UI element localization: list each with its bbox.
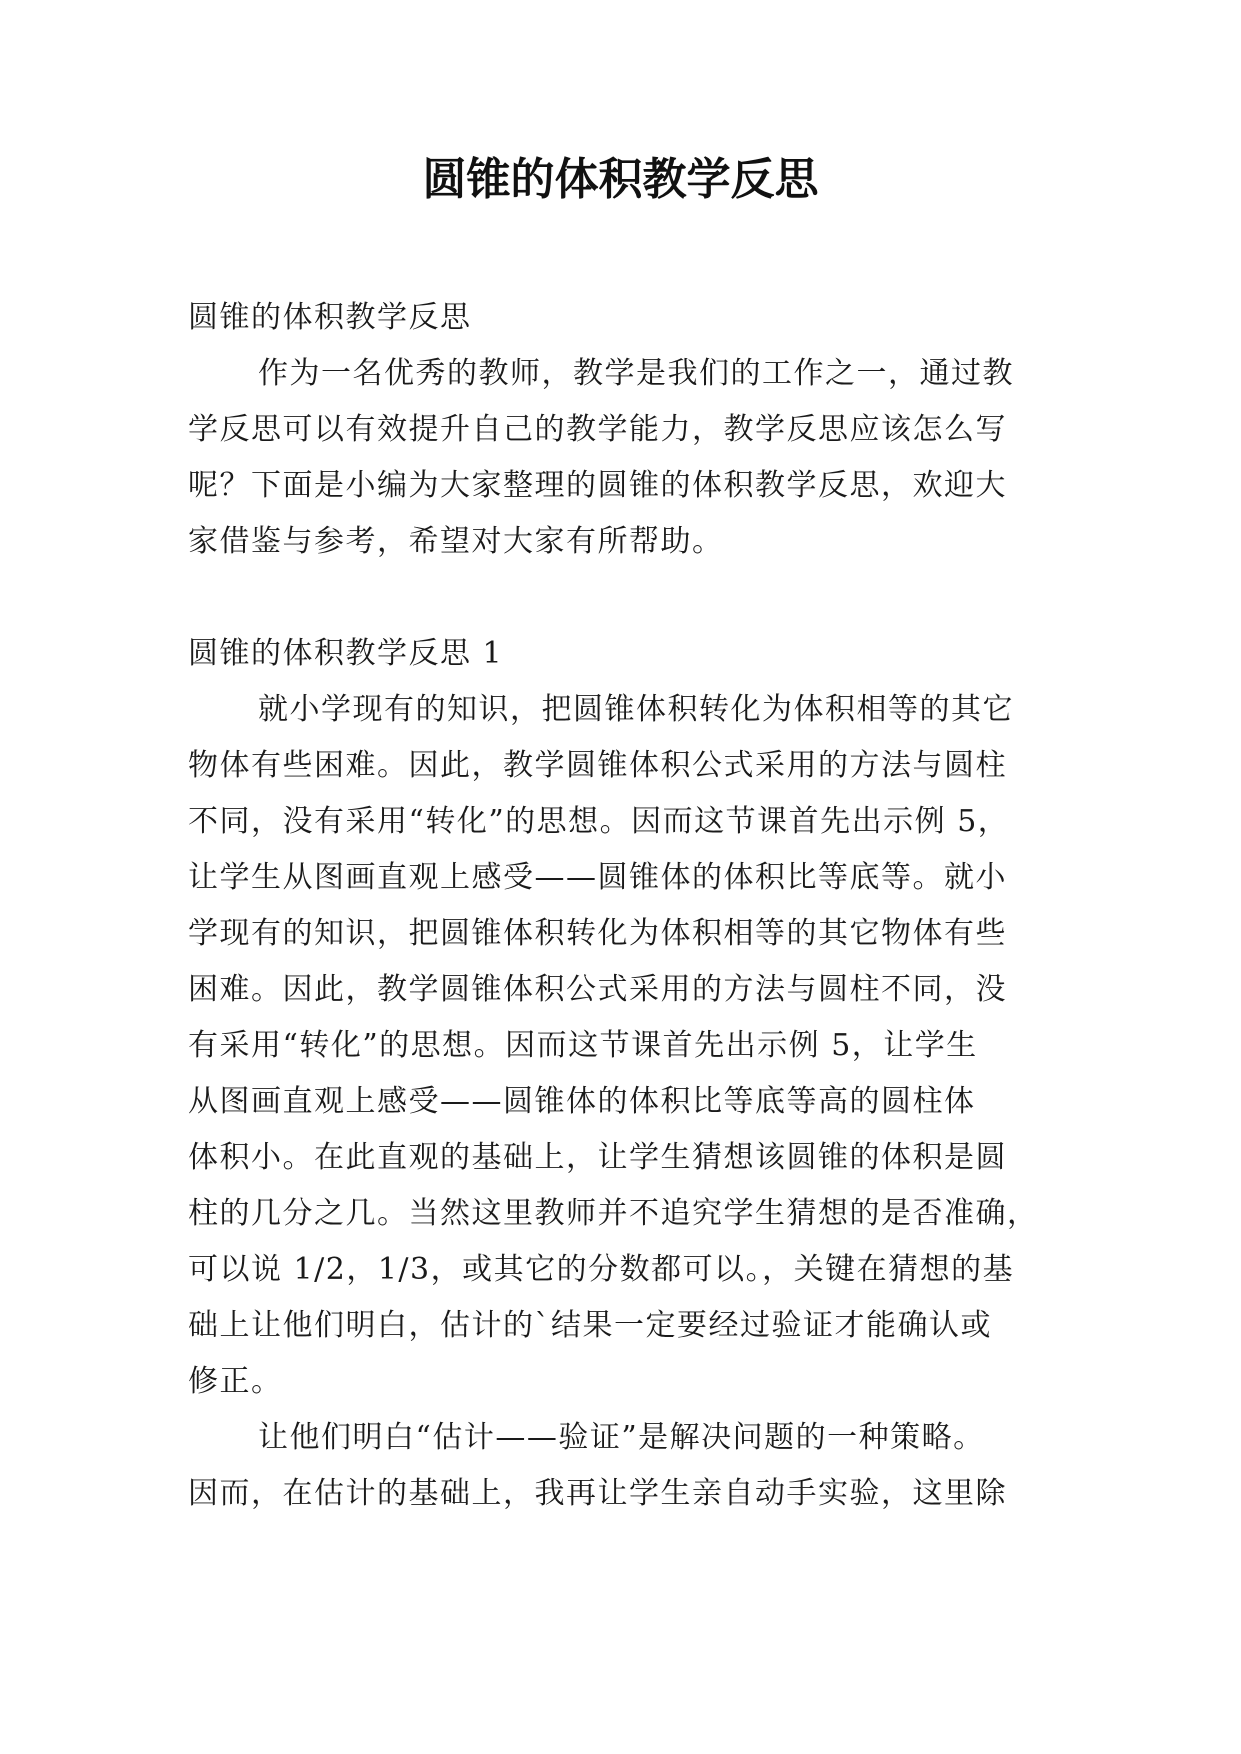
- text-line: 困难。因此，教学圆锥体积公式采用的方法与圆柱不同，没: [188, 972, 1007, 1007]
- text-line: 从图画直观上感受——圆锥体的体积比等底等高的圆柱体: [188, 1084, 976, 1119]
- text-line: 物体有些困难。因此，教学圆锥体积公式采用的方法与圆柱: [188, 748, 1007, 783]
- paragraph-gap: [188, 570, 1056, 626]
- text-line: 家借鉴与参考，希望对大家有所帮助。: [188, 524, 724, 559]
- text-line: 呢？下面是小编为大家整理的圆锥的体积教学反思，欢迎大: [188, 468, 1007, 503]
- text-line: 因而，在估计的基础上，我再让学生亲自动手实验，这里除: [188, 1476, 1007, 1511]
- text-line: 柱的几分之几。当然这里教师并不追究学生猜想的是否准确，: [188, 1196, 1039, 1231]
- text-line: 让学生从图画直观上感受——圆锥体的体积比等底等。就小: [188, 860, 1007, 895]
- text-line: 作为一名优秀的教师，教学是我们的工作之一，通过教: [258, 356, 1014, 391]
- text-line: 础上让他们明白，估计的`结果一定要经过验证才能确认或: [188, 1308, 992, 1343]
- text-line: 不同，没有采用“转化”的思想。因而这节课首先出示例 5，: [188, 804, 1010, 839]
- text-line: 有采用“转化”的思想。因而这节课首先出示例 5，让学生: [188, 1028, 978, 1063]
- text-line: 学反思可以有效提升自己的教学能力，教学反思应该怎么写: [188, 412, 1007, 447]
- text-line: 可以说 1/2，1/3，或其它的分数都可以。，关键在猜想的基: [188, 1252, 1015, 1287]
- page-title: 圆锥的体积教学反思: [422, 154, 819, 205]
- text-line: 体积小。在此直观的基础上，让学生猜想该圆锥的体积是圆: [188, 1140, 1007, 1175]
- text-line: 让他们明白“估计——验证”是解决问题的一种策略。: [258, 1420, 985, 1455]
- text-line: 圆锥的体积教学反思: [188, 300, 472, 335]
- document-body: [188, 290, 1056, 1522]
- text-line: 就小学现有的知识，把圆锥体积转化为体积相等的其它: [258, 692, 1014, 727]
- text-line: 圆锥的体积教学反思 1: [188, 636, 504, 671]
- text-line: 学现有的知识，把圆锥体积转化为体积相等的其它物体有些: [188, 916, 1007, 951]
- text-line: 修正。: [188, 1364, 283, 1399]
